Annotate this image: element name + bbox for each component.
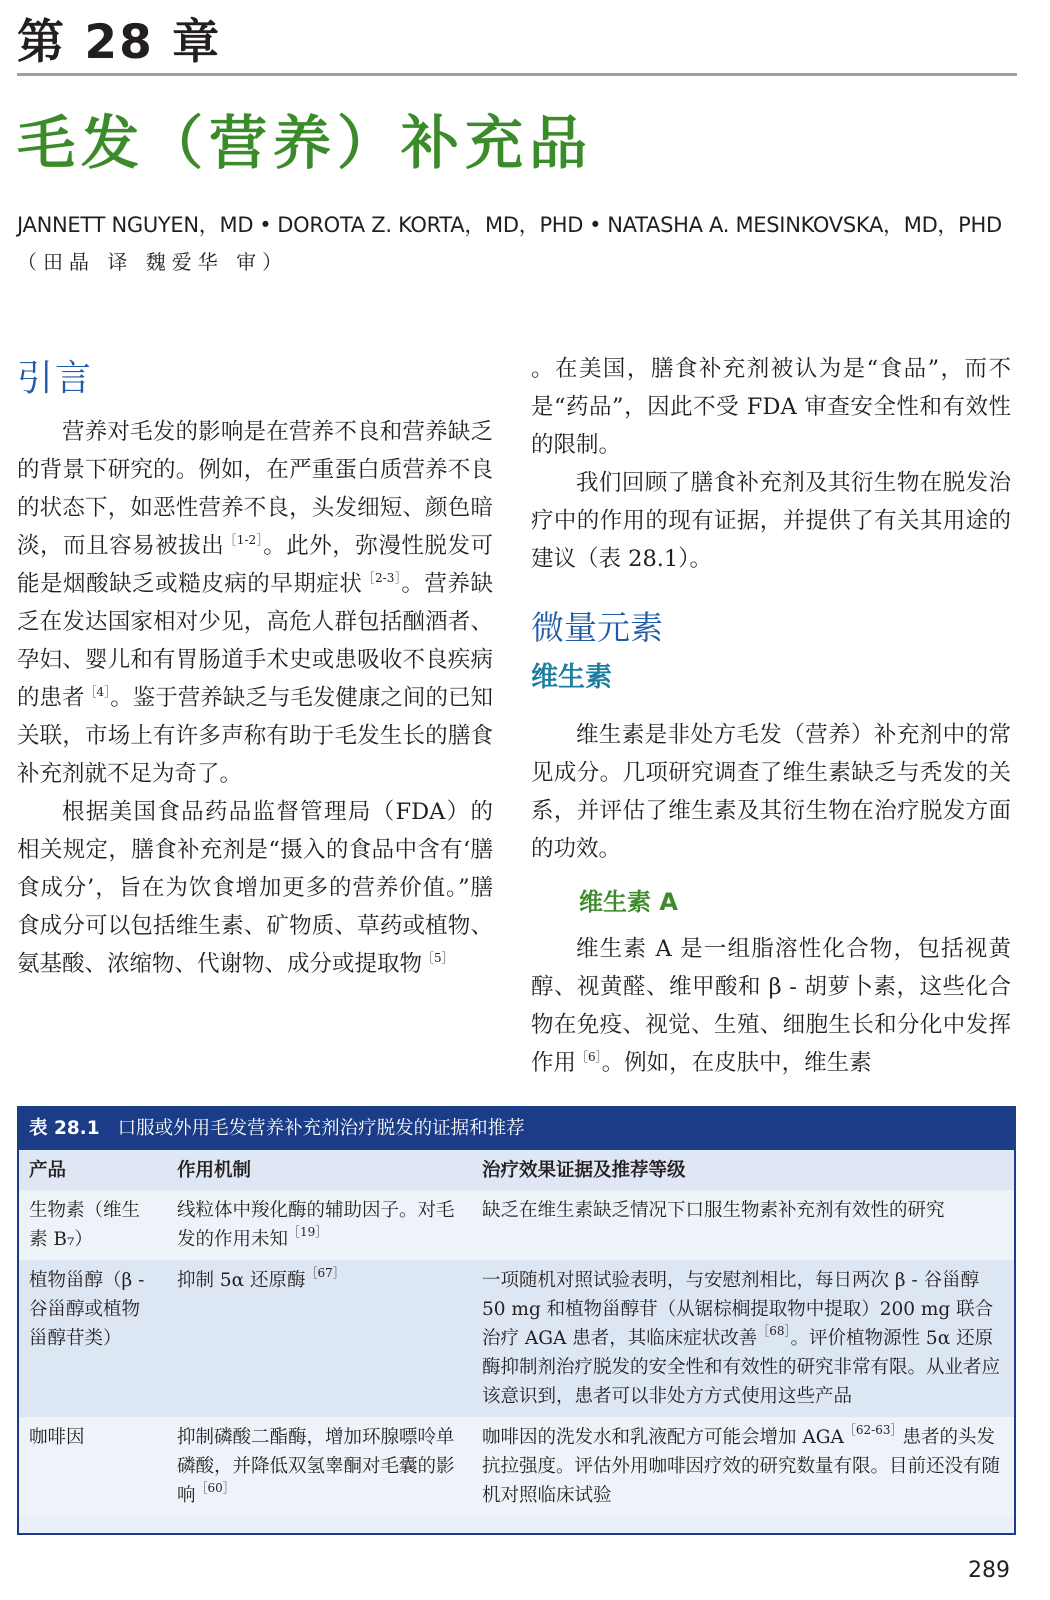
table-row	[19, 1190, 1014, 1260]
intro-paragraph-1: 营养对毛发的影响是在营养不良和营养缺乏的背景下研究的。例如，在严重蛋白质营养不良的状态下，如恶性营养不良，头发细短、颜色暗淡，而且容易被拔出$^{[1-2]}$。此外，弥漫性脱发可能是烟酸缺乏或糙皮病的早期症状$^{[2-3]}$。营养缺乏在发达国家相对少见，高危人群包括酗酒者、孕妇、婴儿和有胃肠道手术史或患吸收不良疾病的患者$^{[4]}$。鉴于营养缺乏与毛发健康之间的已知关联，市场上有许多声称有助于毛发生长的膳食补充剂就不足为奇了。	[17, 419, 493, 787]
author-separator: •	[589, 213, 602, 237]
author-name: DOROTA Z. KORTA，MD，PHD	[277, 213, 584, 237]
intro-heading: 引言	[17, 358, 94, 399]
table-number: 表 28.1	[29, 1118, 100, 1139]
table-header-row	[19, 1150, 1014, 1190]
column-header-evidence: 治疗效果证据及推荐等级	[472, 1150, 1014, 1190]
citation: ［6］	[576, 1050, 602, 1064]
author-separator: •	[259, 213, 272, 237]
chapter-title: 毛发（营养）补充品	[17, 109, 594, 177]
cell-evidence: 缺乏在维生素缺乏情况下口服生物素补充剂有效性的研究	[472, 1190, 1014, 1260]
cell-evidence: 咖啡因的洗发水和乳液配方可能会增加 $AGA^{[62-63]}$患者的头发抗拉强度。评估外用咖啡因疗效的研究数量有限。目前还没有随机对照临床试验	[472, 1417, 1014, 1516]
vitamins-paragraph: 维生素是非处方毛发（营养）补充剂中的常见成分。几项研究调查了维生素缺乏与秃发的关系，并评估了维生素及其衍生物在治疗脱发方面的功效。	[531, 722, 1011, 862]
citation: ［60］	[195, 1481, 235, 1495]
citation: ［67］	[305, 1266, 345, 1280]
cell-product: 咖啡因	[19, 1417, 167, 1516]
citation: ［62-63］	[843, 1423, 903, 1437]
translator-credit: （田晶 译 魏爱华 审）	[17, 250, 289, 274]
author-line	[17, 209, 1002, 239]
chapter-divider	[17, 73, 1017, 76]
cell-evidence: 一项随机对照试验表明，与安慰剂相比，每日两次 β - 谷甾醇 50 mg 和植物甾醇苷（从锯棕榈提取物中提取）200 mg 联合治疗 AGA 患者，其临床症状改善$^{[68]}$。评价植物源性 5α 还原酶抑制剂治疗脱发的安全性和有效性的研究非常有限。从业者应该意识到，患者可以非处方方式使用这些产品	[472, 1260, 1014, 1417]
right-column	[531, 350, 1011, 1082]
table-grid	[19, 1150, 1014, 1516]
cell-product: 生物素（维生素 B₇）	[19, 1190, 167, 1260]
table-caption: 口服或外用毛发营养补充剂治疗脱发的证据和推荐	[117, 1118, 525, 1139]
author-name: JANNETT NGUYEN，MD	[17, 213, 254, 237]
cell-mechanism: 抑制 5α 还原酶$^{[67]}$	[167, 1260, 472, 1417]
micronutrients-heading: 微量元素	[531, 608, 663, 647]
cell-mechanism: 抑制磷酸二酯酶，增加环腺嘌呤单磷酸，并降低双氢睾酮对毛囊的影响$^{[60]}$	[167, 1417, 472, 1516]
left-column	[17, 413, 493, 983]
citation: ［4］	[84, 685, 111, 699]
table-row	[19, 1417, 1014, 1516]
table-row	[19, 1260, 1014, 1417]
vitamin-a-heading: 维生素 A	[579, 888, 678, 916]
cell-product: 植物甾醇（β - 谷甾醇或植物甾醇苷类）	[19, 1260, 167, 1417]
citation: ［2-3］	[362, 571, 402, 585]
vitamins-heading: 维生素	[531, 662, 612, 693]
page-number: 289	[968, 1558, 1010, 1583]
evidence-table	[17, 1106, 1016, 1535]
vitamin-a-paragraph: 维生素 A 是一组脂溶性化合物，包括视黄醇、视黄醛、维甲酸和 β - 胡萝卜素，这些化合物在免疫、视觉、生殖、细胞生长和分化中发挥作用$^{[6]}$。例如，在皮肤中，维生素	[531, 936, 1011, 1076]
author-name: NATASHA A. MESINKOVSKA，MD，PHD	[607, 213, 1002, 237]
chapter-number: 第 28 章	[17, 15, 222, 70]
column-header-product: 产品	[19, 1150, 167, 1190]
cell-mechanism: 线粒体中羧化酶的辅助因子。对毛发的作用未知$^{[19]}$	[167, 1190, 472, 1260]
intro-paragraph-2-continued: 。在美国，膳食补充剂被认为是“食品”，而不是“药品”，因此不受 FDA 审查安全性和有效性的限制。	[531, 356, 1011, 458]
intro-paragraph-3: 我们回顾了膳食补充剂及其衍生物在脱发治疗中的作用的现有证据，并提供了有关其用途的建议（表 28.1）。	[531, 470, 1011, 572]
citation: ［5］	[422, 951, 454, 965]
table-title-bar	[19, 1108, 1014, 1150]
column-header-mechanism: 作用机制	[167, 1150, 472, 1190]
intro-paragraph-2: 根据美国食品药品监督管理局（FDA）的相关规定，膳食补充剂是“摄入的食品中含有‘膳食成分’，旨在为饮食增加更多的营养价值。”膳食成分可以包括维生素、矿物质、草药或植物、氨基酸、浓缩物、代谢物、成分或提取物$^{[5]}$	[17, 799, 493, 977]
citation: ［68］	[757, 1324, 791, 1338]
citation: ［19］	[288, 1225, 328, 1239]
citation: ［1-2］	[224, 533, 264, 547]
